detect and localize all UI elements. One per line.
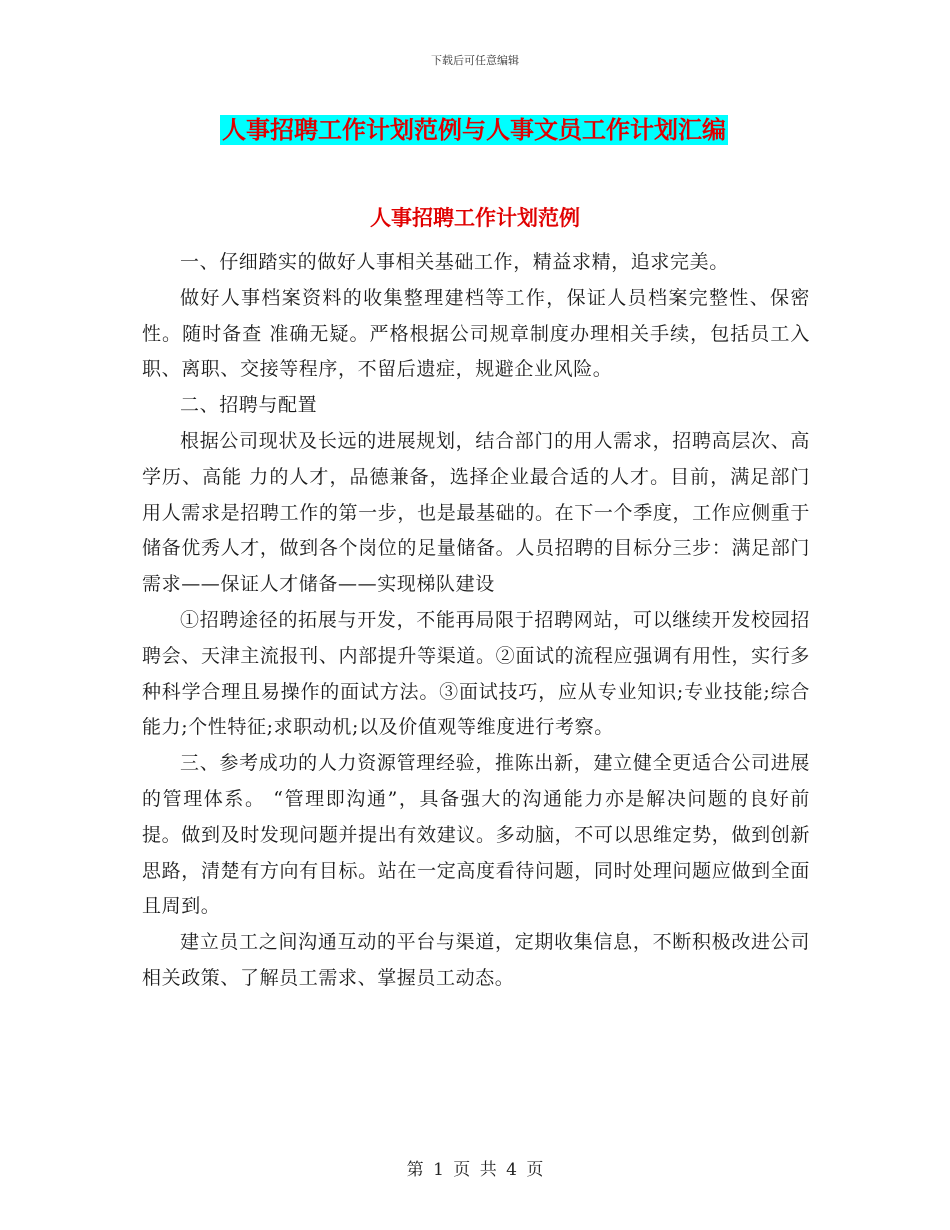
paragraph: 二、招聘与配置 (180, 394, 318, 417)
paragraph: 一、仔细踏实的做好人事相关基础工作，精益求精，追求完美。 (180, 251, 729, 273)
paragraph: 根据公司现状及长远的进展规划，结合部门的用人需求，招聘高层次、高学历、高能 力的人才，品德兼备，选择企业最合适的人才。目前，满足部门用人需求是招聘工作的第一步，也是最基础的。在下一个季度，工作应侧重于储备优秀人才，做到各个岗位的足量储备。人员招聘的目标分三步：满足部门需求——保证人才储备——实现梯队建设 (142, 429, 810, 596)
document-body (142, 245, 810, 997)
paragraph: ①招聘途径的拓展与开发，不能再局限于招聘网站，可以继续开发校园招聘会、天津主流报刊、内部提升等渠道。②面试的流程应强调有用性，实行多种科学合理且易操作的面试方法。③面试技巧，应从专业知识;专业技能;综合能力;个性特征;求职动机;以及价值观等维度进行考察。 (142, 608, 810, 739)
paragraph: 做好人事档案资料的收集整理建档等工作，保证人员档案完整性、保密性。随时备查 准确无疑。严格根据公司规章制度办理相关手续，包括员工入职、离职、交接等程序，不留后遗症，规避企业风险。 (142, 286, 810, 381)
section-title: 人事招聘工作计划范例 (370, 206, 580, 230)
page-number-footer: 第 1 页 共 4 页 (406, 1160, 544, 1180)
paragraph: 三、参考成功的人力资源管理经验，推陈出新，建立健全更适合公司进展的管理体系。 “管理即沟通”，具备强大的沟通能力亦是解决问题的良好前提。做到及时发现问题并提出有效建议。多动脑，不可以思维定势，做到创新思路，清楚有方向有目标。站在一定高度看待问题，同时处理问题应做到全面且周到。 (142, 752, 810, 918)
page-header-note: 下载后可任意编辑 (431, 54, 519, 67)
document-title: 人事招聘工作计划范例与人事文员工作计划汇编 (222, 116, 726, 144)
paragraph: 建立员工之间沟通互动的平台与渠道，定期收集信息，不断积极改进公司相关政策、了解员工需求、掌握员工动态。 (142, 931, 810, 989)
